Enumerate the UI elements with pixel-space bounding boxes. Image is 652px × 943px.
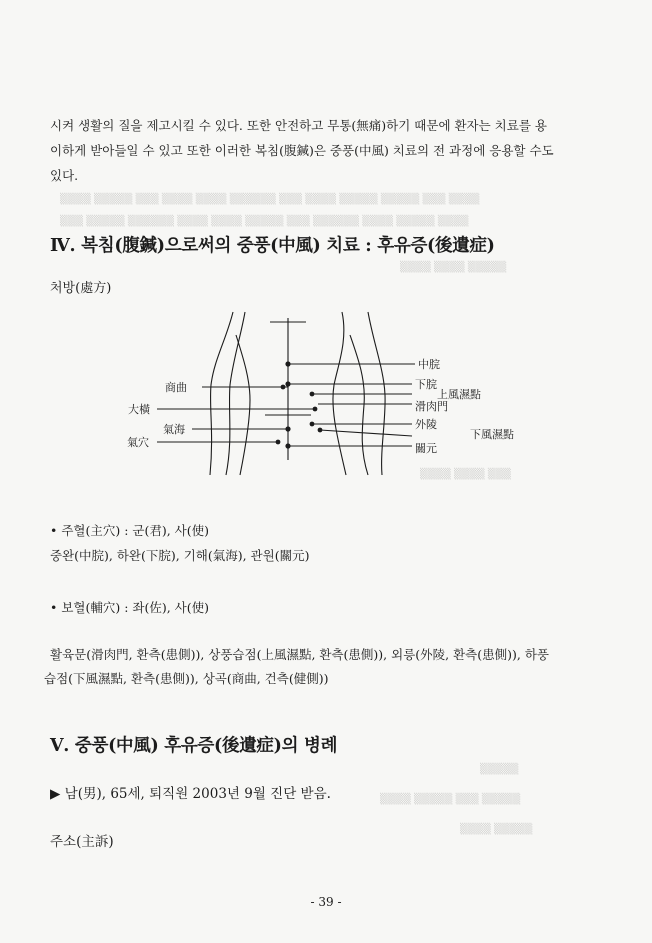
- label-xiawan: 下脘: [415, 378, 437, 391]
- point-xiawan: [285, 381, 290, 386]
- intro-paragraph: [50, 113, 595, 188]
- left-torso-inner: [226, 312, 245, 475]
- abdominal-acupoint-figure: [0, 300, 652, 485]
- leader-xiafengshidian: [320, 430, 412, 436]
- point-shangfengshidian: [310, 392, 315, 397]
- bleed-through-text: ▒▒▒ ▒▒▒▒▒ ▒▒▒▒▒▒ ▒▒▒▒ ▒▒▒▒ ▒▒▒▒▒ ▒▒▒ ▒▒▒▒▒▒ ▒▒▒▒ ▒▒▒▒▒ ▒▒▒▒: [60, 216, 469, 227]
- point-zhongwan: [285, 361, 290, 366]
- prescription-label: 처방(處方): [50, 281, 112, 296]
- right-flank-line: [350, 335, 368, 475]
- main-points-list: 중완(中脘), 하완(下脘), 기해(氣海), 관원(關元): [50, 548, 310, 563]
- aux-points-line: 활육문(滑肉門, 환측(患側)), 상풍습점(上風濕點, 환측(患側)), 외릉(外陵, 환측(患側)), 하풍: [50, 647, 549, 662]
- label-shangfengshidian: 上風濕點: [437, 388, 481, 401]
- page-number: - 39 -: [310, 895, 342, 909]
- aux-points-line: 습점(下風濕點, 환측(患側)), 상곡(商曲, 건측(健側)): [44, 671, 329, 686]
- paragraph-line: 시켜 생활의 질을 제고시킬 수 있다. 또한 안전하고 무통(無痛)하기 때문에 환자는 치료를 용: [50, 118, 547, 133]
- left-flank-line: [236, 335, 250, 475]
- bleed-through-text: ▒▒▒▒ ▒▒▒▒▒ ▒▒▒ ▒▒▒▒▒: [380, 794, 521, 805]
- label-qihai: 氣海: [163, 423, 185, 436]
- point-huaroumen: [313, 407, 318, 412]
- bleed-through-text: ▒▒▒▒ ▒▒▒▒ ▒▒▒▒▒: [400, 262, 507, 273]
- label-wailing: 外陵: [415, 418, 437, 431]
- label-guanyuan: 關元: [415, 442, 437, 455]
- label-zhongwan: 中脘: [418, 358, 440, 371]
- point-wailing: [310, 422, 315, 427]
- main-points-heading: • 주혈(主穴) : 군(君), 사(使): [50, 523, 210, 538]
- label-huaroumen: 滑肉門: [415, 400, 448, 413]
- bleed-through-text: ▒▒▒▒▒: [480, 764, 519, 775]
- label-qixue: 氣穴: [127, 436, 149, 449]
- section-5-heading: Ⅴ. 중풍(中風) 후유증(後遺症)의 병례: [50, 736, 338, 756]
- point-qihai: [285, 426, 290, 431]
- label-daheng: 大橫: [128, 403, 150, 416]
- aux-points-heading: • 보혈(輔穴) : 좌(佐), 사(使): [50, 600, 210, 615]
- paragraph-line: 있다.: [50, 168, 79, 183]
- point-qixue: [276, 440, 281, 445]
- label-shanggu: 商曲: [165, 381, 187, 394]
- point-guanyuan: [285, 443, 290, 448]
- bleed-through-text: ▒▒▒▒ ▒▒▒▒ ▒▒▒: [420, 469, 511, 480]
- label-xiafengshidian: 下風濕點: [470, 428, 514, 441]
- section-4-heading: Ⅳ. 복침(腹鍼)으로써의 중풍(中風) 치료 : 후유증(後遺症): [50, 236, 495, 256]
- paragraph-line: 이하게 받아들일 수 있고 또한 이러한 복침(腹鍼)은 중풍(中風) 치료의 전 과정에 응용할 수도: [50, 143, 554, 158]
- bleed-through-text: ▒▒▒▒ ▒▒▒▒▒: [460, 824, 533, 835]
- bleed-through-text: ▒▒▒▒ ▒▒▒▒▒ ▒▒▒ ▒▒▒▒ ▒▒▒▒ ▒▒▒▒▒▒ ▒▒▒ ▒▒▒▒ ▒▒▒▒▒ ▒▒▒▒▒ ▒▒▒ ▒▒▒▒: [60, 194, 480, 205]
- chief-complaint-label: 주소(主訴): [50, 834, 114, 850]
- point-xiafengshidian: [318, 428, 323, 433]
- point-shanggu: [281, 385, 286, 390]
- case-summary: ▶ 남(男), 65세, 퇴직원 2003년 9월 진단 받음.: [50, 786, 331, 802]
